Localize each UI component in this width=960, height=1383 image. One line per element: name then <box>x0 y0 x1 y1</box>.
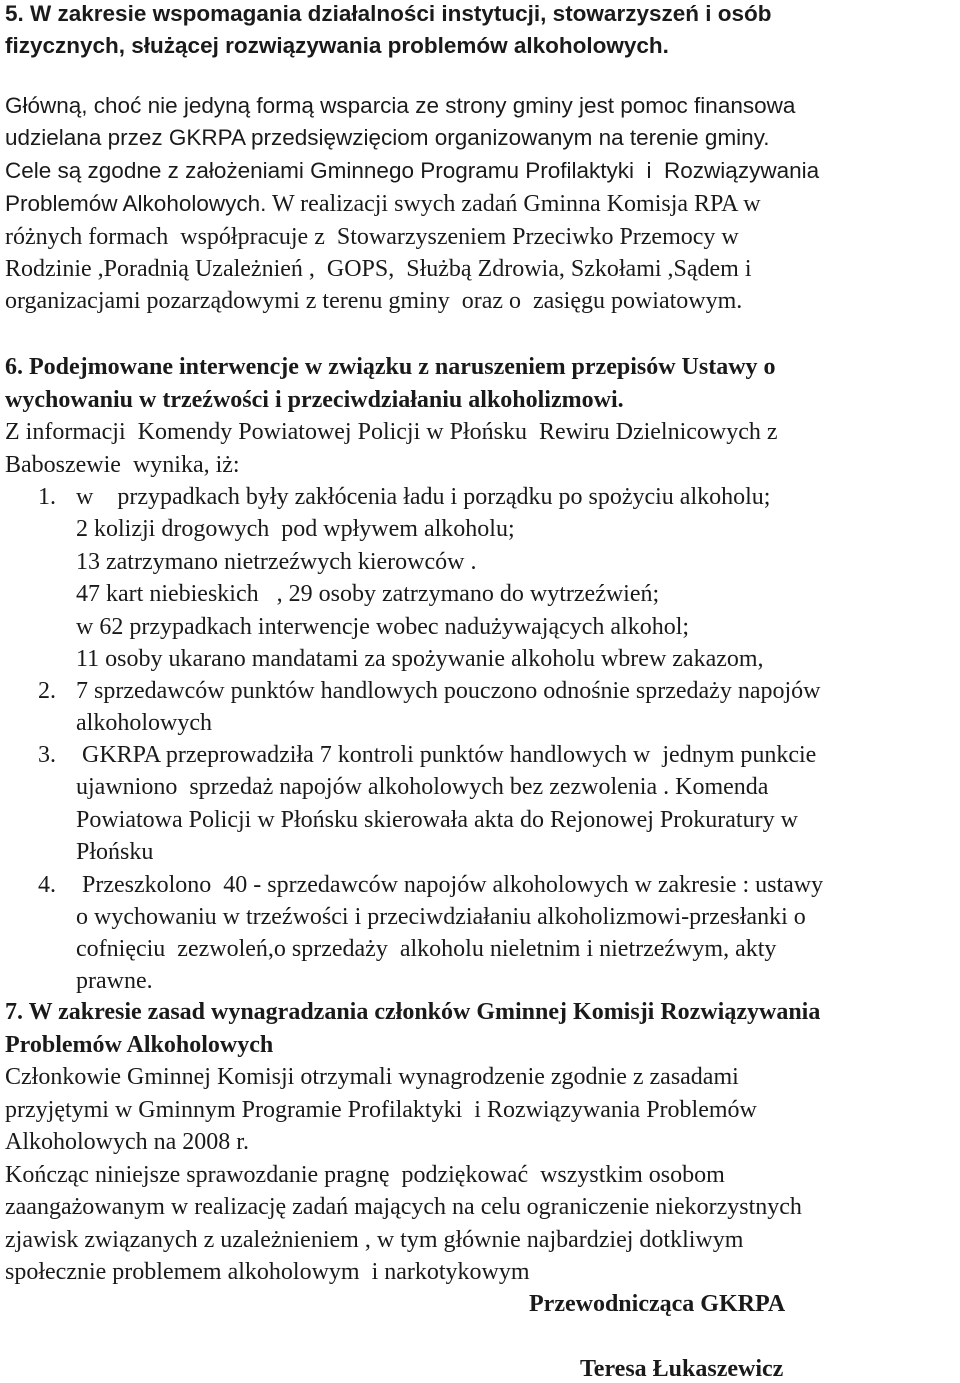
list-item-3-line-4: Płońsku <box>76 839 154 865</box>
section-5-paragraph-line-6: Rodzinie ,Poradnią Uzależnień , GOPS, Służbą Zdrowia, Szkołami ,Sądem i <box>5 256 752 282</box>
list-item-4-line-1: Przeszkolono 40 - sprzedawców napojów alkoholowych w zakresie : ustawy <box>76 872 824 898</box>
section-5-heading-line-1: 5. W zakresie wspomagania działalności instytucji, stowarzyszeń i osób <box>5 1 772 26</box>
closing-line-1: Kończąc niniejsze sprawozdanie pragnę podziękować wszystkim osobom <box>5 1162 725 1188</box>
list-item-1-line-4: 47 kart niebieskich , 29 osoby zatrzymano do wytrzeźwień; <box>76 581 660 607</box>
section-5-paragraph-sans-part: Problemów Alkoholowych. <box>5 191 267 216</box>
section-5-heading-line-2: fizycznych, służącej rozwiązywania problemów alkoholowych. <box>5 33 669 58</box>
section-7-heading-line-1: 7. W zakresie zasad wynagradzania członków Gminnej Komisji Rozwiązywania <box>5 999 821 1025</box>
section-5-paragraph-line-7: organizacjami pozarządowymi z terenu gminy oraz o zasięgu powiatowym. <box>5 288 743 314</box>
list-item-number-3: 3. <box>38 742 56 768</box>
section-6-heading-line-2: wychowaniu w trzeźwości i przeciwdziałaniu alkoholizmowi. <box>5 387 624 413</box>
signature-name: Teresa Łukaszewicz <box>580 1356 784 1382</box>
list-item-3-line-2: ujawniono sprzedaż napojów alkoholowych bez zezwolenia . Komenda <box>76 774 769 800</box>
section-7-paragraph-line-1: Członkowie Gminnej Komisji otrzymali wynagrodzenie zgodnie z zasadami <box>5 1064 739 1090</box>
list-item-3-line-3: Powiatowa Policji w Płońsku skierowała akta do Rejonowej Prokuratury w <box>76 807 798 833</box>
section-5-paragraph-line-4 <box>5 190 761 218</box>
section-6-heading-line-1: 6. Podejmowane interwencje w związku z naruszeniem przepisów Ustawy o <box>5 354 776 380</box>
list-item-1-line-1: w przypadkach były zakłócenia ładu i porządku po spożyciu alkoholu; <box>76 484 771 510</box>
list-item-number-4: 4. <box>38 872 56 898</box>
section-5-paragraph-line-2: udzielana przez GKRPA przedsięwzięciom organizowanym na terenie gminy. <box>5 125 770 150</box>
closing-line-3: zjawisk związanych z uzależnieniem , w tym głównie najbardziej dotkliwym <box>5 1227 744 1253</box>
section-5-paragraph-line-5: różnych formach współpracuje z Stowarzyszeniem Przeciwko Przemocy w <box>5 224 739 250</box>
list-item-2-line-1: 7 sprzedawców punktów handlowych pouczono odnośnie sprzedaży napojów <box>76 678 821 704</box>
section-6-intro-line-2: Baboszewie wynika, iż: <box>5 452 240 478</box>
list-item-4-line-4: prawne. <box>76 968 153 994</box>
list-item-1-line-2: 2 kolizji drogowych pod wpływem alkoholu; <box>76 516 515 542</box>
list-item-number-2: 2. <box>38 678 56 704</box>
closing-line-4: społecznie problemem alkoholowym i narkotykowym <box>5 1259 530 1285</box>
section-6-intro-line-1: Z informacji Komendy Powiatowej Policji w Płońsku Rewiru Dzielnicowych z <box>5 419 778 445</box>
section-7-paragraph-line-3: Alkoholowych na 2008 r. <box>5 1129 249 1155</box>
closing-line-2: zaangażowanym w realizację zadań mających na celu ograniczenie niekorzystnych <box>5 1194 802 1220</box>
list-item-1-line-6: 11 osoby ukarano mandatami za spożywanie alkoholu wbrew zakazom, <box>76 646 764 672</box>
list-item-4-line-3: cofnięciu zezwoleń,o sprzedaży alkoholu nieletnim i nietrzeźwym, akty <box>76 936 777 962</box>
list-item-4-line-2: o wychowaniu w trzeźwości i przeciwdziałaniu alkoholizmowi-przesłanki o <box>76 904 806 930</box>
section-7-heading-line-2: Problemów Alkoholowych <box>5 1032 274 1058</box>
section-5-paragraph-line-1: Główną, choć nie jedyną formą wsparcia ze strony gminy jest pomoc finansowa <box>5 93 796 118</box>
list-item-number-1: 1. <box>38 484 56 510</box>
signature-title: Przewodnicząca GKRPA <box>529 1291 786 1317</box>
list-item-3-line-1: GKRPA przeprowadziła 7 kontroli punktów handlowych w jednym punkcie <box>76 742 817 768</box>
list-item-1-line-5: w 62 przypadkach interwencje wobec nadużywających alkohol; <box>76 614 690 640</box>
section-5-paragraph-line-3: Cele są zgodne z założeniami Gminnego Programu Profilaktyki i Rozwiązywania <box>5 158 820 183</box>
list-item-1-line-3: 13 zatrzymano nietrzeźwych kierowców . <box>76 549 477 575</box>
list-item-2-line-2: alkoholowych <box>76 710 212 736</box>
section-7-paragraph-line-2: przyjętymi w Gminnym Programie Profilaktyki i Rozwiązywania Problemów <box>5 1097 757 1123</box>
section-5-paragraph-serif-part: W realizacji swych zadań Gminna Komisja RPA w <box>266 191 761 217</box>
